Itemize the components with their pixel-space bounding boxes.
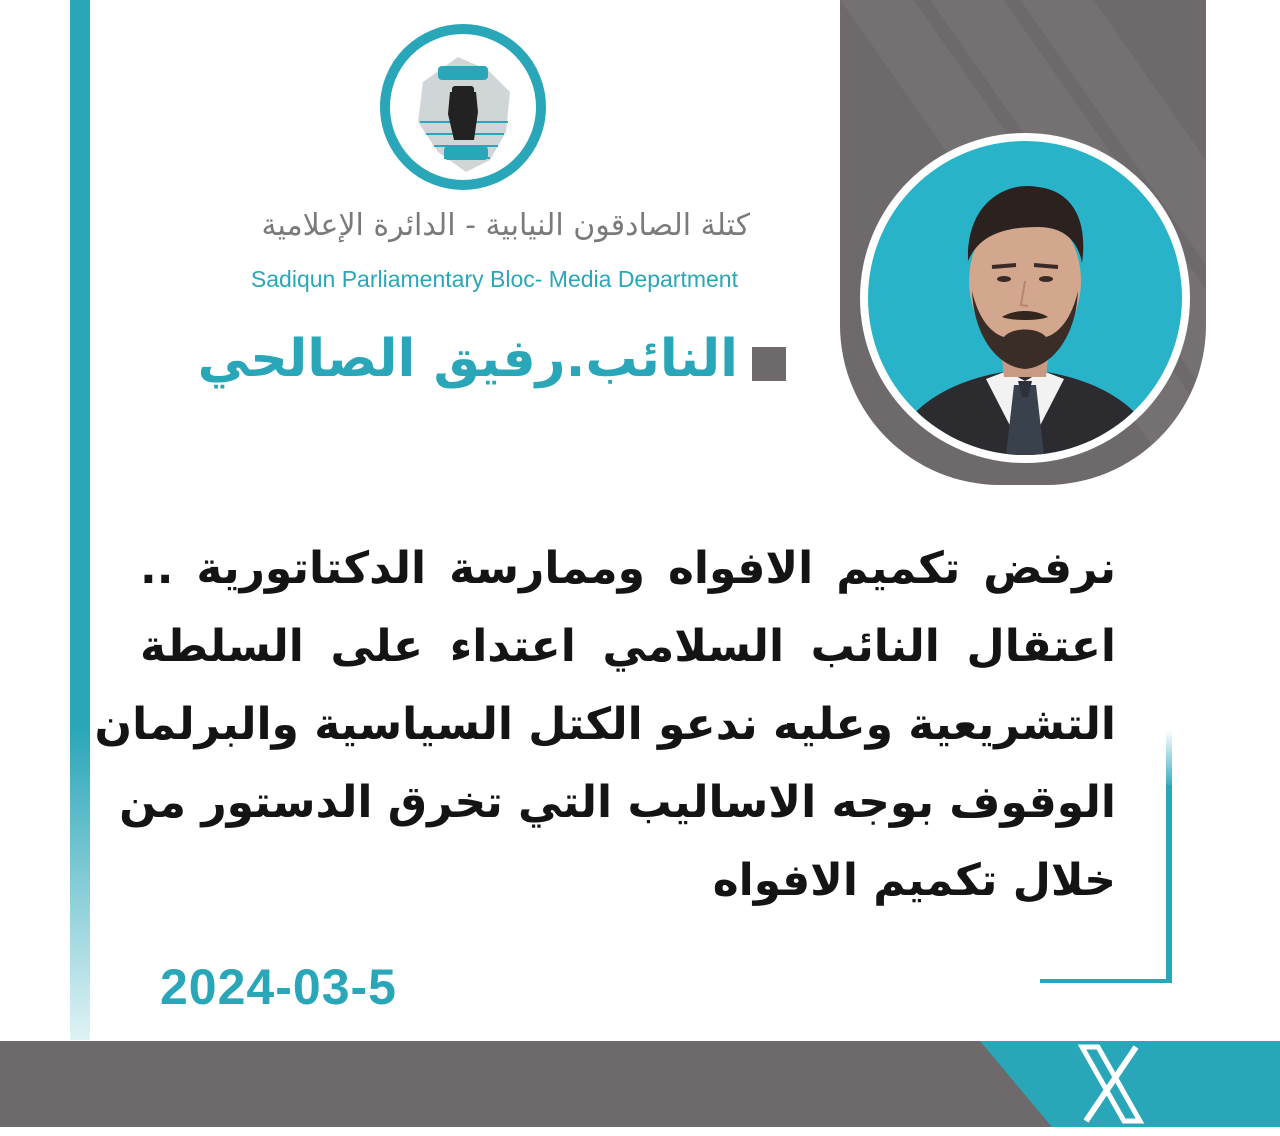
department-english-title: Sadiqun Parliamentary Bloc- Media Department xyxy=(250,266,738,292)
person-portrait-icon xyxy=(868,141,1182,455)
x-logo-icon[interactable] xyxy=(1078,1043,1144,1125)
department-arabic-title: كتلة الصادقون النيابية - الدائرة الإعلامية xyxy=(261,208,750,243)
speaker-name: النائب.رفيق الصالحي xyxy=(197,329,738,389)
bullet-square-icon xyxy=(752,347,786,381)
hand-fist-iraq-map-logo xyxy=(378,22,548,192)
statement-line: اعتقال النائب السلامي اعتداء على السلطة xyxy=(140,621,1116,672)
speaker-name-row xyxy=(150,325,790,405)
frame-line-vertical xyxy=(1166,785,1172,983)
statement-line: التشريعية وعليه ندعو الكتل السياسية والبرلمان xyxy=(94,699,1116,750)
left-accent-bar xyxy=(70,0,90,1040)
frame-line-horizontal xyxy=(1040,979,1172,983)
statement-line: خلال تكميم الافواه xyxy=(712,855,1116,906)
frame-line-fade xyxy=(1166,730,1172,790)
speaker-portrait xyxy=(868,141,1182,455)
statement-text xyxy=(94,530,1116,920)
statement-date: 2024-03-5 xyxy=(160,959,397,1015)
statement-line: نرفض تكميم الافواه وممارسة الدكتاتورية .. xyxy=(140,543,1116,594)
statement-line: الوقوف بوجه الاساليب التي تخرق الدستور من xyxy=(119,777,1116,828)
